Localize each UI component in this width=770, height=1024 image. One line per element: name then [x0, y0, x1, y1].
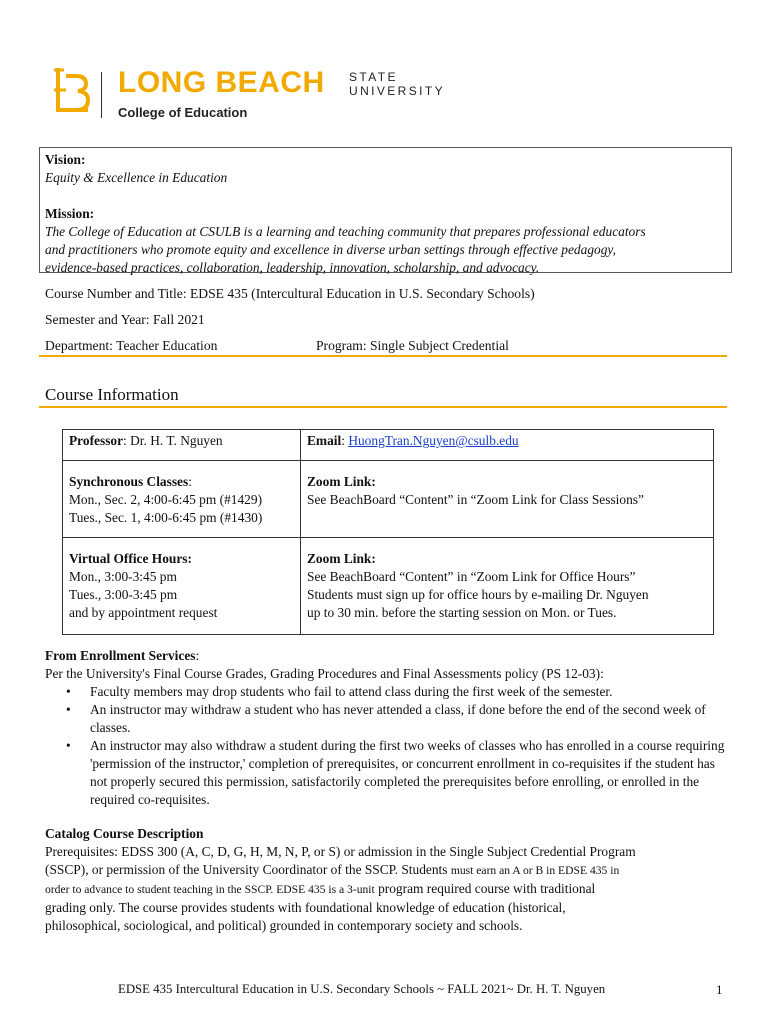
office-line: Mon., 3:00-3:45 pm	[69, 569, 177, 584]
sync-classes-cell	[63, 461, 301, 538]
course-information-heading: Course Information	[45, 385, 179, 404]
sync-line: Tues., Sec. 1, 4:00-6:45 pm (#1430)	[69, 510, 263, 525]
zoom-text: See BeachBoard “Content” in “Zoom Link for Class Sessions”	[307, 492, 644, 507]
zoom-label: Zoom Link:	[307, 474, 376, 489]
professor-cell	[63, 430, 301, 461]
page-number: 1	[716, 982, 723, 997]
gold-divider	[39, 355, 727, 357]
professor-value: : Dr. H. T. Nguyen	[123, 433, 223, 448]
vision-text: Equity & Excellence in Education	[45, 170, 228, 185]
enrollment-list	[45, 683, 725, 809]
list-item: • Faculty members may drop students who fail to attend class during the first week of the semester.	[90, 683, 725, 701]
email-link[interactable]: HuongTran.Nguyen@csulb.edu	[348, 433, 519, 448]
sync-label: Synchronous Classes	[69, 474, 189, 489]
university-suffix: UNIVERSITY	[349, 84, 446, 98]
zoom-label: Zoom Link:	[307, 551, 376, 566]
university-name: LONG BEACH	[118, 66, 325, 99]
office-line: Tues., 3:00-3:45 pm	[69, 587, 178, 602]
enrollment-section	[45, 647, 725, 809]
office-hours-label: Virtual Office Hours:	[69, 551, 192, 566]
college-name: College of Education	[118, 105, 248, 120]
catalog-line: (SSCP), or permission of the University Coordinator of the SSCP. Students	[45, 862, 451, 877]
catalog-section	[45, 825, 725, 935]
mission-text-line: The College of Education at CSULB is a learning and teaching community that prepares professional educators	[45, 224, 646, 239]
enrollment-intro: Per the University's Final Course Grades, Grading Procedures and Final Assessments policy (PS 12-03):	[45, 666, 604, 681]
enrollment-heading: From Enrollment Services	[45, 648, 196, 663]
mission-text-line: evidence-based practices, collaboration, leadership, innovation, scholarship, and advocacy.	[45, 260, 540, 275]
zoom-office-cell	[301, 538, 714, 635]
page-footer: EDSE 435 Intercultural Education in U.S. Secondary Schools ~ FALL 2021~ Dr. H. T. Nguyen	[118, 982, 606, 996]
program: Program: Single Subject Credential	[316, 338, 509, 353]
office-hours-cell	[63, 538, 301, 635]
catalog-line: must earn an A or B in EDSE 435 in	[450, 864, 620, 877]
university-state: STATE	[349, 70, 398, 84]
semester-year: Semester and Year: Fall 2021	[45, 312, 205, 327]
lb-monogram-icon	[54, 66, 94, 116]
mission-text-line: and practitioners who promote equity and excellence in diverse urban settings through effective pedagogy,	[45, 242, 616, 257]
mission-label: Mission:	[45, 206, 95, 221]
email-label: Email	[307, 433, 342, 448]
gold-divider	[39, 406, 727, 408]
enrollment-colon: :	[195, 648, 200, 663]
zoom-text: See BeachBoard “Content” in “Zoom Link for Office Hours”	[307, 569, 636, 584]
vision-mission-box	[39, 147, 732, 273]
zoom-text: Students must sign up for office hours by e-mailing Dr. Nguyen	[307, 587, 649, 602]
catalog-heading: Catalog Course Description	[45, 826, 204, 841]
catalog-line: Prerequisites: EDSS 300 (A, C, D, G, H, M, N, P, or S) or admission in the Single Subject Credential Program	[45, 844, 636, 859]
zoom-text: up to 30 min. before the starting session on Mon. or Tues.	[307, 605, 617, 620]
zoom-class-cell	[301, 461, 714, 538]
catalog-line: program required course with traditional	[374, 881, 596, 896]
sync-line: Mon., Sec. 2, 4:00-6:45 pm (#1429)	[69, 492, 263, 507]
table-row	[63, 461, 714, 538]
vision-label: Vision:	[45, 152, 86, 167]
email-cell	[301, 430, 714, 461]
course-info-table	[62, 429, 714, 635]
logo-divider	[101, 72, 102, 118]
catalog-line: order to advance to student teaching in the SSCP. EDSE 435 is a 3-unit	[45, 883, 375, 896]
catalog-line: philosophical, sociological, and political) grounded in contemporary society and schools.	[45, 918, 523, 933]
course-number-title: Course Number and Title: EDSE 435 (Intercultural Education in U.S. Secondary Schools)	[45, 286, 535, 301]
catalog-line: grading only. The course provides students with foundational knowledge of education (historical,	[45, 900, 566, 915]
table-row	[63, 538, 714, 635]
professor-label: Professor	[69, 433, 124, 448]
list-item: • An instructor may withdraw a student who has never attended a class, if done before the end of the second week of classes.	[90, 701, 725, 737]
table-row	[63, 430, 714, 461]
list-item: • An instructor may also withdraw a student during the first two weeks of classes who has enrolled in a course requiring 'permission of the instructor,' completion of prerequisites, or concurrent enrollment in co-requisites if the student has not properly secured this permission, satisfactorily completed the prerequisites before enrolling, or enrolled in the required co-requisites.	[90, 737, 725, 809]
csulb-logo	[54, 66, 94, 120]
email-separator: :	[341, 433, 349, 448]
sync-colon: :	[188, 474, 192, 489]
department: Department: Teacher Education	[45, 338, 218, 353]
office-line: and by appointment request	[69, 605, 218, 620]
